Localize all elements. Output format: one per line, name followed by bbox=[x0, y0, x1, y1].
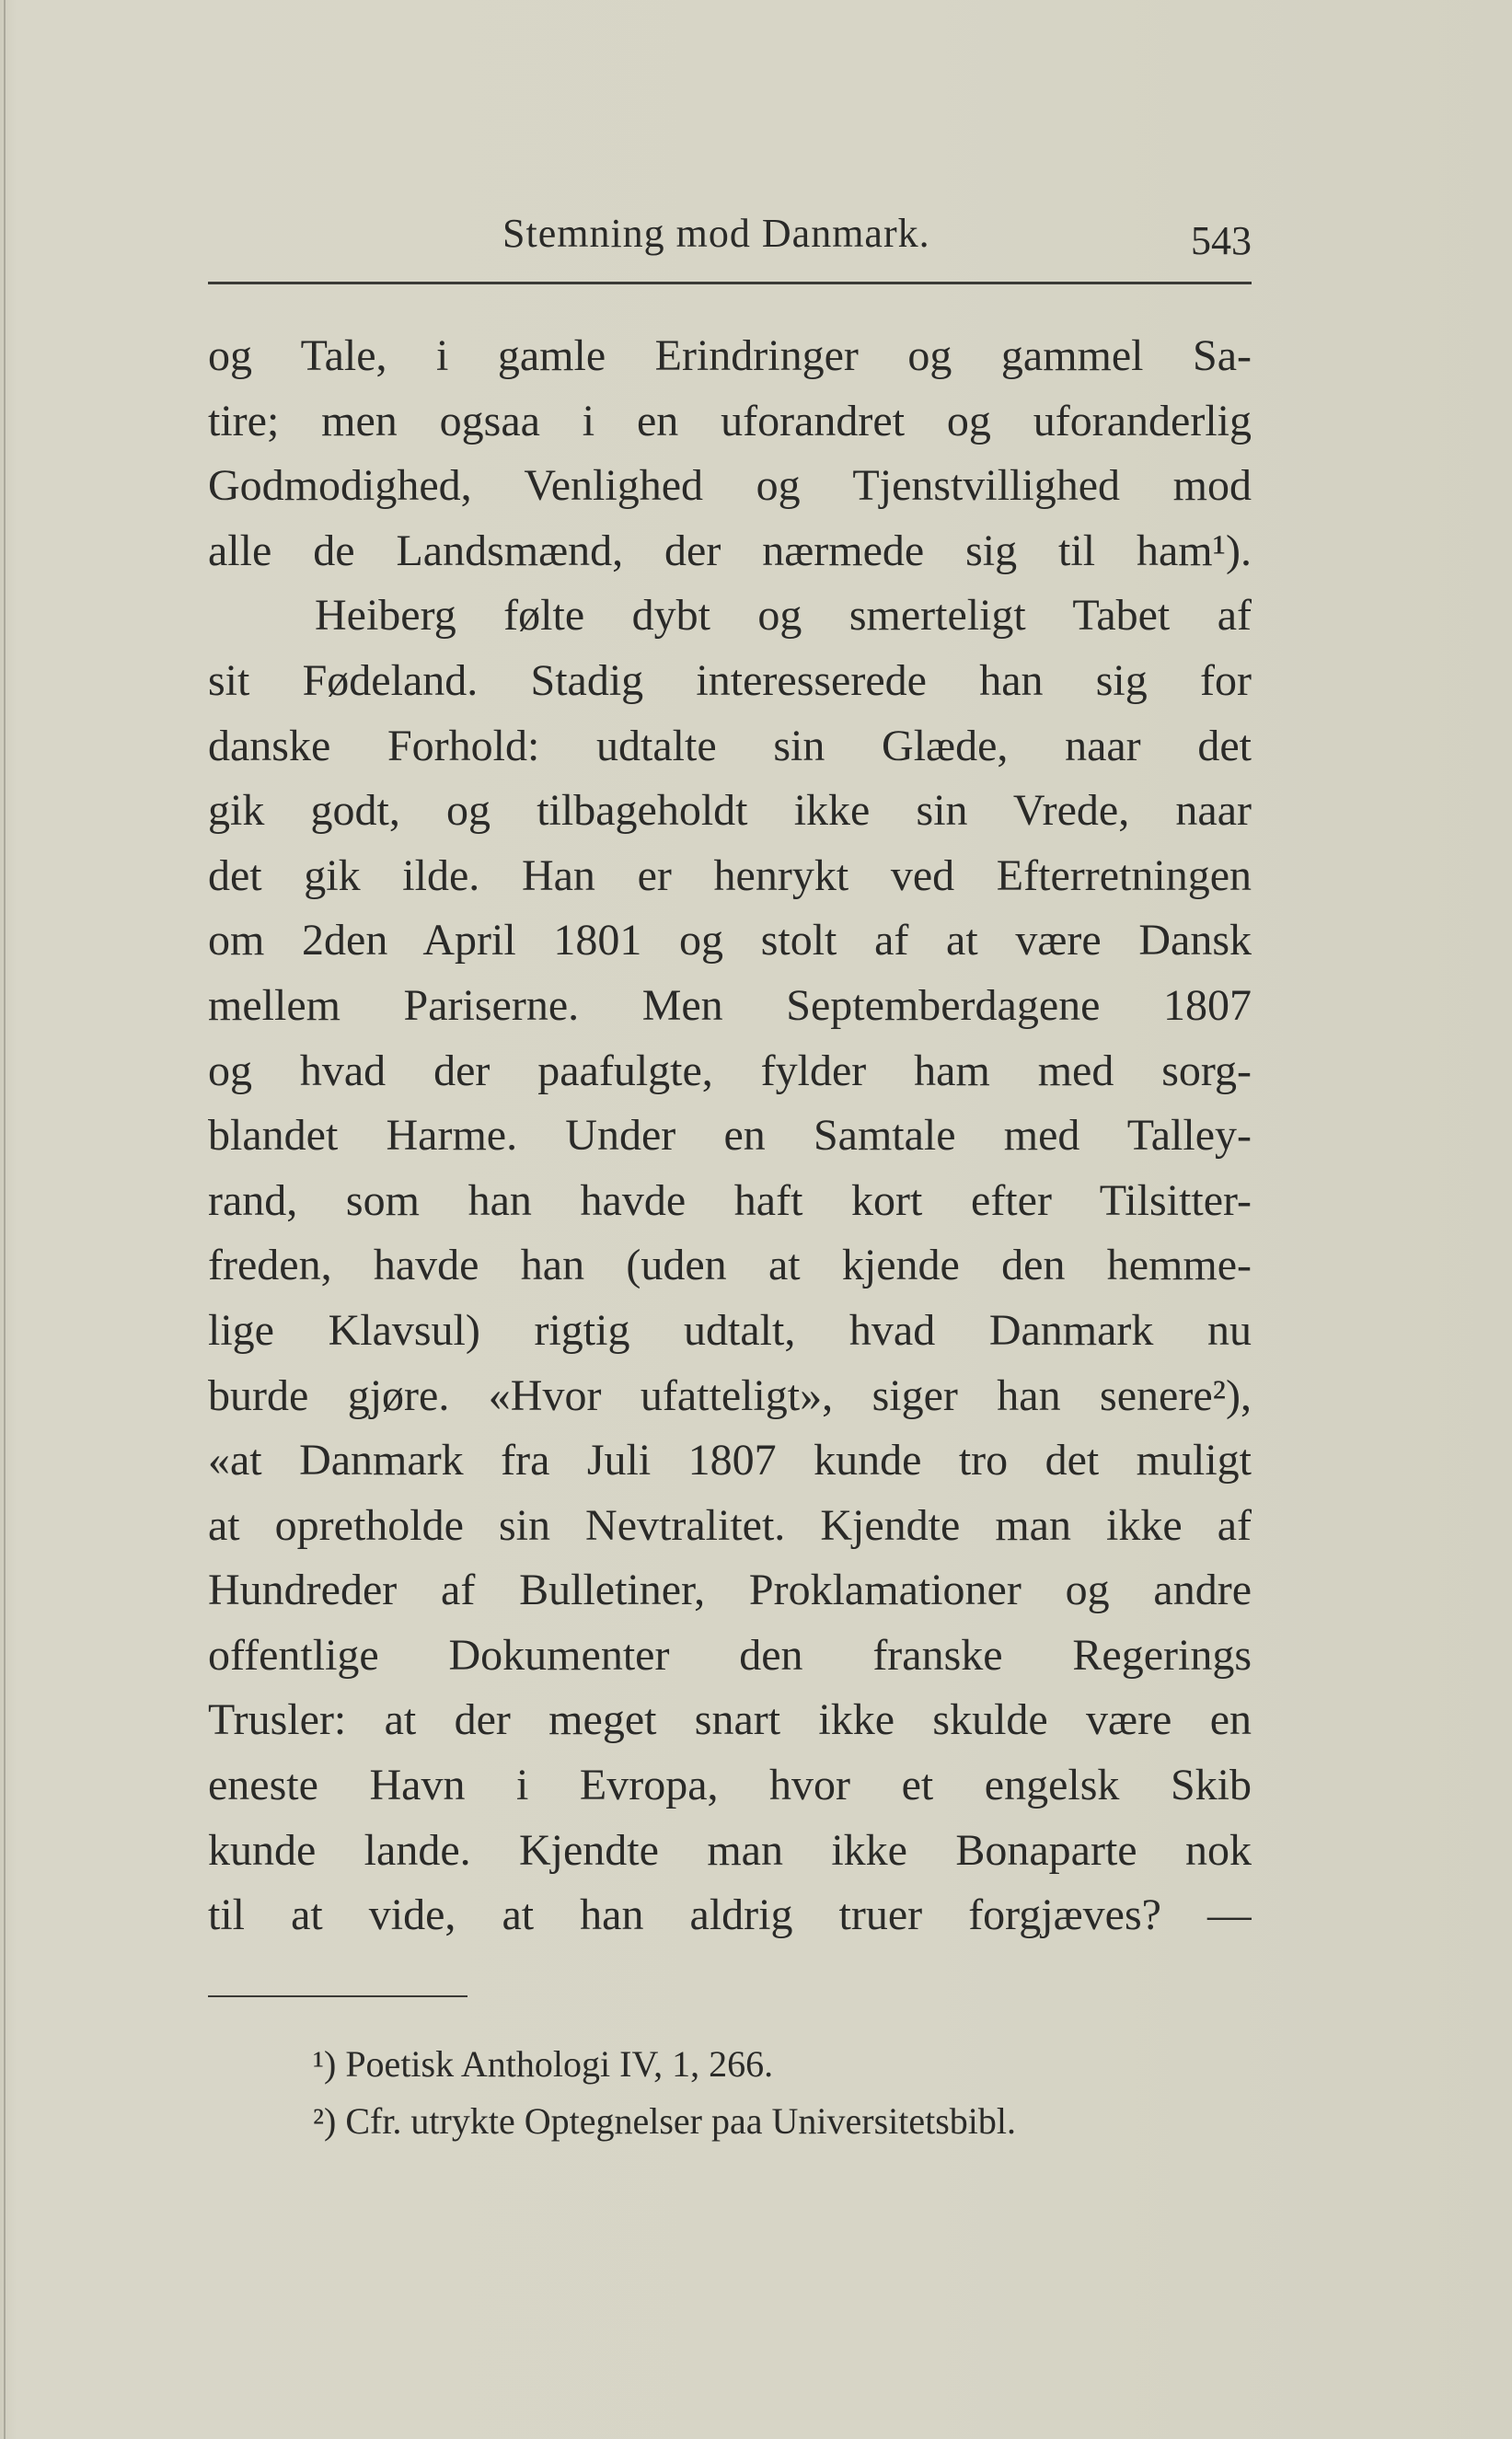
text-line: rand, som han havde haft kort efter Tilsitter- bbox=[208, 1175, 1252, 1225]
text-line: det gik ilde. Han er henrykt ved Efterretningen bbox=[208, 850, 1252, 900]
text-line: Heiberg følte dybt og smerteligt Tabet af bbox=[315, 591, 1252, 641]
text-line: tire; men ogsaa i en uforandret og uforanderlig bbox=[208, 396, 1252, 445]
text-line: til at vide, at han aldrig truer forgjæves? — bbox=[208, 1890, 1252, 1940]
text-line: offentlige Dokumenter den franske Regerings bbox=[208, 1630, 1252, 1680]
page-number: 543 bbox=[1191, 218, 1252, 263]
text-line: blandet Harme. Under en Samtale med Talley- bbox=[208, 1111, 1252, 1161]
text-line: lige Klavsul) rigtig udtalt, hvad Danmark nu bbox=[208, 1305, 1252, 1355]
text-line: eneste Havn i Evropa, hvor et engelsk Skib bbox=[208, 1761, 1252, 1810]
text-line: Godmodighed, Venlighed og Tjenstvillighed mod bbox=[208, 461, 1252, 511]
text-line: mellem Pariserne. Men Septemberdagene 1807 bbox=[208, 980, 1252, 1030]
running-title: Stemning mod Danmark. bbox=[502, 211, 930, 256]
text-line: og hvad der paafulgte, fylder ham med sorg- bbox=[208, 1046, 1252, 1095]
text-line: burde gjøre. «Hvor ufatteligt», siger han senere²), bbox=[208, 1370, 1252, 1420]
text-line: om 2den April 1801 og stolt af at være Dansk bbox=[208, 916, 1252, 965]
footnotes bbox=[313, 2036, 1233, 2150]
text-line: gik godt, og tilbageholdt ikke sin Vrede, naar bbox=[208, 786, 1252, 836]
text-line: Hundreder af Bulletiner, Proklamationer og andre bbox=[208, 1566, 1252, 1615]
text-line: danske Forhold: udtalte sin Glæde, naar det bbox=[208, 721, 1252, 770]
body-text bbox=[208, 324, 1252, 1948]
running-head bbox=[208, 202, 1252, 267]
text-line: Trusler: at der meget snart ikke skulde være en bbox=[208, 1695, 1252, 1745]
text-line: sit Fødeland. Stadig interesserede han sig for bbox=[208, 655, 1252, 705]
text-line: alle de Landsmænd, der nærmede sig til ham¹). bbox=[208, 526, 1252, 575]
text-line: «at Danmark fra Juli 1807 kunde tro det muligt bbox=[208, 1436, 1252, 1485]
text-line: at opretholde sin Nevtralitet. Kjendte man ikke af bbox=[208, 1500, 1252, 1550]
text-line: kunde lande. Kjendte man ikke Bonaparte nok bbox=[208, 1825, 1252, 1875]
header-rule bbox=[208, 282, 1252, 284]
text-line: freden, havde han (uden at kjende den hemme- bbox=[208, 1241, 1252, 1290]
footnote-rule bbox=[208, 1995, 467, 1997]
footnote: ¹) Poetisk Anthologi IV, 1, 266. bbox=[313, 2043, 774, 2085]
page-edge bbox=[4, 0, 6, 2439]
footnote: ²) Cfr. utrykte Optegnelser paa Universitetsbibl. bbox=[313, 2100, 1017, 2142]
text-line: og Tale, i gamle Erindringer og gammel Sa- bbox=[208, 331, 1252, 380]
